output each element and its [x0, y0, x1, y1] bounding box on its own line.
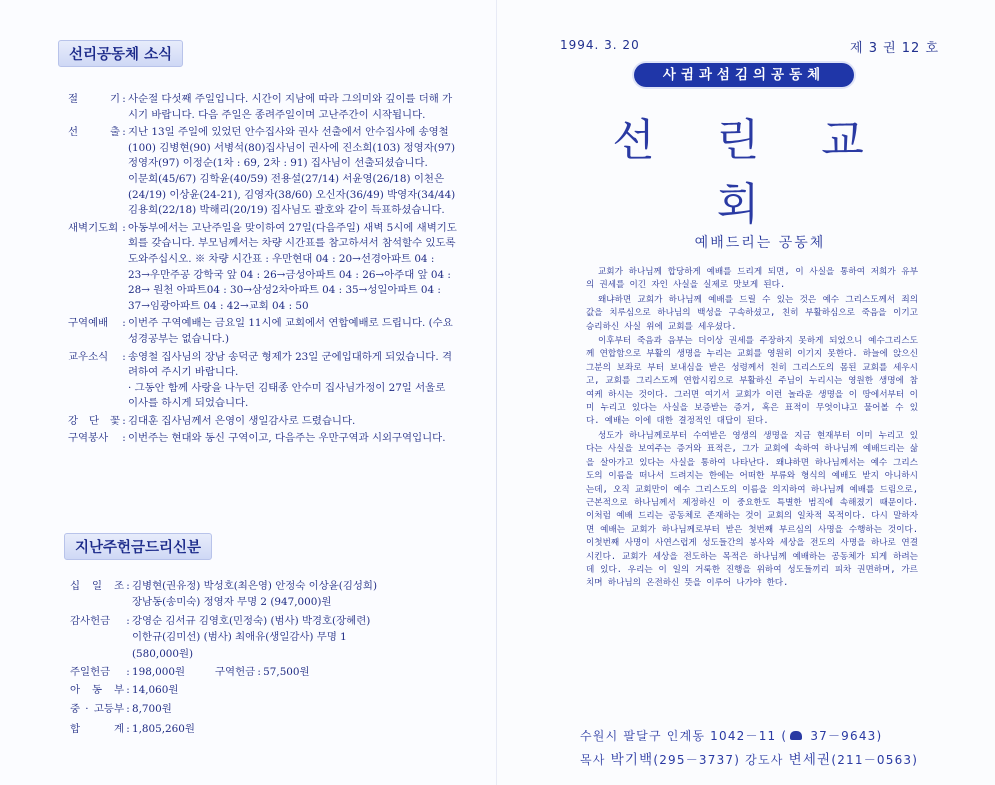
totals-row-youth: 중 · 고등부 : 8,700원	[70, 701, 460, 717]
item-text: 이번주 구역예배는 금요일 11시에 교회에서 연합예배로 드립니다. (수요성경공부는 없습니다.)	[128, 317, 453, 345]
item-label: 새벽기도회	[68, 221, 119, 234]
list-item: 절 기 : 사순절 다섯째 주일입니다. 시간이 지남에 따라 그의미와 깊이를 더해 가시기 바랍니다. 다음 주일은 종려주일이며 고난주간이 시작됩니다.	[68, 92, 458, 123]
item-label: 구역예배	[68, 317, 109, 330]
staff-contacts	[580, 748, 918, 768]
motto-banner: 사귐과섬김의공동체	[634, 63, 854, 87]
list-item: 교우소식 : 송영철 집사님의 장남 송덕군 형제가 23일 군에입대하게 되었습니다. 격려하여 주시기 바랍니다. · 그동안 함께 사랑을 나누던 김태종 안수미 집사님가정이 27일 서울로 이사를 하시게 되었습니다.	[68, 350, 458, 412]
evangelist-name: 변세권	[788, 752, 832, 768]
item-text: 장남동(송미숙) 정영자 무명 2 (947,000)원	[132, 596, 332, 609]
item-label: 선 출	[68, 126, 120, 139]
totals-row-children: 아 동 부 : 14,060원	[70, 682, 460, 698]
article-paragraph: 왜냐하면 교회가 하나님께 예배를 드릴 수 있는 것은 예수 그리스도께서 죄의 값을 치루심으로 하나님의 백성을 구속하셨고, 친히 부활하심으로 죽음을 이기고 승리하신 사실 위에 교회를 세우셨다.	[586, 294, 918, 332]
evangelist-phone: (211－0563)	[831, 753, 919, 767]
article-body	[586, 266, 918, 592]
pastor-name: 박기백	[610, 752, 654, 768]
church-name-title: 선 린 교 회	[612, 115, 888, 230]
district-offering-label: 구역헌금	[215, 666, 256, 679]
evangelist-label: 강도사	[745, 753, 784, 767]
address-text: 수원시 팔달구 인계동 1042－11	[580, 729, 777, 743]
totals-row-sum: 합 계 : 1,805,260원	[70, 721, 460, 737]
youth-offering-label: 중 · 고등부	[70, 702, 124, 715]
item-text: 이문희(45/67) 김학윤(40/59) 전용설(27/14) 서윤영(26/18) 이천은(24/19) 이상윤(24-21), 김영자(38/60) 오신자(36/49) 박영자(34/44) 김용희(22/18) 박해리(20/19) 집사님도 괄호와 같이 득표하셨습니다.	[128, 172, 456, 217]
list-item: 십 일 조 : 김병현(권유정) 박성호(최은영) 안정숙 이상윤(김성희) 장남동(송미숙) 정영자 무명 2 (947,000)원	[70, 578, 460, 611]
news-section-title: 선리공동체 소식	[58, 40, 183, 67]
item-text: 김대훈 집사님께서 은영이 생일감사로 드렸습니다.	[128, 414, 356, 427]
item-text: 사순절 다섯째 주일입니다. 시간이 지남에 따라 그의미와 깊이를 더해 가시기 바랍니다. 다음 주일은 종려주일이며 고난주간이 시작됩니다.	[128, 93, 453, 121]
sunday-offering-value: 198,000원	[132, 666, 186, 679]
children-offering-value: 14,060원	[132, 684, 179, 697]
phone-number: 37－9643	[810, 729, 877, 743]
church-address: 수원시 팔달구 인계동 1042－11 ( 37－9643)	[580, 729, 883, 743]
pastor-phone: (295－3737)	[653, 753, 741, 767]
list-item: 선 출 : 지난 13일 주일에 있었던 안수집사와 권사 선출에서 안수집사에 송영철(100) 김병현(90) 서병석(80)집사님이 권사에 진소희(103) 정영자(97) 정영자(97) 이정순(1차 : 69, 2차 : 91) 집사님이 선출되셨습니다. 이문희(45/67) 김학윤(40/59) 전용설(27/14) 서윤영(26/18) 이천은(24/19) 이상윤(24-21), 김영자(38/60) 오신자(36/49) 박영자(34/44) 김용희(22/18) 박해리(20/19) 집사님도 괄호와 같이 득표하셨습니다.	[68, 125, 458, 219]
item-text: 지난 13일 주일에 있었던 안수집사와 권사 선출에서 안수집사에 송영철(100) 김병현(90) 서병석(80)집사님이 권사에 진소희(103) 정영자(97) 정영자(97) 이정순(1차 : 69, 2차 : 91) 집사님이 선출되셨습니다.	[128, 126, 456, 170]
item-label: 강 단 꽃	[68, 414, 120, 427]
item-text: 김병현(권유정) 박성호(최은영) 안정숙 이상윤(김성희)	[132, 580, 378, 592]
pastor-label: 목사	[580, 753, 606, 767]
offering-list	[70, 578, 460, 740]
district-offering-value: 57,500원	[263, 666, 310, 679]
issue-volume: 제 3 권 12 호	[850, 41, 940, 56]
article-paragraph: 교회가 하나님께 합당하게 예배를 드리게 되면, 이 사실을 통하여 저희가 유부의 권세를 이긴 자인 사실을 실제로 맛보게 된다.	[586, 267, 918, 291]
offering-section-title: 지난주헌금드리신분	[64, 533, 212, 560]
item-text: · 그동안 함께 사랑을 나누던 김태종 안수미 집사님가정이 27일 서울로 이사를 하시게 되었습니다.	[128, 381, 446, 410]
item-text: 이한규(김미선) (범사) 최애유(생일감사) 무명 1	[132, 631, 347, 644]
children-offering-label: 아 동 부	[70, 684, 124, 697]
left-page	[0, 0, 497, 785]
item-text: 강영순 김서규 김영호(민정숙) (범사) 박경호(장혜련)	[132, 614, 371, 627]
sum-label: 합 계	[70, 723, 124, 736]
list-item: 구역예배 : 이번주 구역예배는 금요일 11시에 교회에서 연합예배로 드립니다. (수요성경공부는 없습니다.)	[68, 316, 458, 347]
list-item: 감사헌금 : 강영순 김서규 김영호(민정숙) (범사) 박경호(장혜련) 이한규(김미선) (범사) 최애유(생일감사) 무명 1 (580,000원)	[70, 613, 460, 662]
news-list	[68, 92, 458, 449]
list-item: 구역봉사 : 이번주는 현대와 동신 구역이고, 다음주는 우만구역과 시외구역입니다.	[68, 431, 458, 447]
item-text: 아동부에서는 고난주일을 맞이하여 27일(다음주일) 새벽 5시에 새벽기도회를 갖습니다. 부모님께서는 차량 시간표를 참고하셔서 참석할수 있도록 도와주십시오. ※ 차량 시간표 : 우만현대 04 : 20→선경아파트 04 : 23→우만주공 강학국 앞 04 : 26→금성아파트 04 : 26→아주대 앞 04 : 28→ 원천 아파트04 : 30→삼성2차아파트 04 : 35→성일아파트 04 : 37→임광아파트 04 : 42→교회 04 : 50	[128, 221, 457, 312]
item-text: 송영철 집사님의 장남 송덕군 형제가 23일 군에입대하게 되었습니다. 격려하여 주시기 바랍니다.	[128, 350, 452, 379]
totals-row-sunday: 주일헌금 : 198,000원 구역헌금 : 57,500원	[70, 664, 460, 680]
sum-value: 1,805,260원	[132, 723, 195, 736]
article-paragraph: 성도가 하나님께로부터 수여받은 영생의 생명을 지금 현재부터 이미 누리고 있다는 사실을 보여주는 증거와 표적은, 그가 교회에 속하여 하나님께 예배드리는 삶을 살아가고 있다는 사실을 통하여 나타난다. 왜냐하면 하나님께서는 예수 그리스도의 이름을 떠나서 드려지는 한에는 어떠한 부류와 형식의 예배도 받지 아니하시는데, 오직 교회만이 예수 그리스도의 이름을 의지하여 하나님께 예배를 드림으로, 근본적으로 하나님께서 제정하신 이 중요한도 특별한 범직에 속해졌기 때문이다. 이처럼 예배 드리는 공동체로 존재하는 것이 교회의 일차적 목적이다. 다시 말하자면 예배는 교회가 하나님께로부터 받은 첫번째 부르심의 사명을 수행하는 것이다. 이첫번째 사명이 사연스럽게 성도들간의 봉사와 세상을 전도의 사명을 하나로 연결시킨다. 교회가 세상을 전도하는 목적은 하나님께 예배하는 공동체가 되게 하려는데 있다. 우리는 이 일의 거룩한 진행을 위하여 성도들끼리 피차 권면하며, 가르치며 하나님의 온전하신 뜻을 이루어 나가야 한다.	[586, 430, 918, 589]
list-item: 강 단 꽃 : 김대훈 집사님께서 은영이 생일감사로 드렸습니다.	[68, 414, 458, 430]
issue-date: 1994. 3. 20	[560, 38, 640, 52]
item-text: (580,000원)	[132, 647, 194, 660]
item-text: 이번주는 현대와 동신 구역이고, 다음주는 우만구역과 시외구역입니다.	[128, 432, 446, 445]
item-label: 구역봉사	[68, 432, 109, 445]
article-title: 예배드리는 공동체	[694, 235, 826, 251]
sunday-offering-label: 주일헌금	[70, 666, 111, 679]
item-label: 십 일 조	[70, 580, 124, 592]
item-label: 감사헌금	[70, 614, 111, 627]
article-paragraph: 이후부터 죽음과 음부는 더이상 권세를 주장하지 못하게 되었으니 예수그리스도께 연합함으로 부활의 생명을 누리는 교회를 영원히 이기지 못한다. 하늘에 앉으신 그분의 보좌로 부터 보내심을 받은 성령께서 친히 그리스도의 몸된 교회를 세우시고, 교회를 그리스도께 연합시킴으로 부활하신 주님이 누리시는 영원한 생명에 참여케 하시는 것이다. 그러면 여기서 교회가 이런 놀라운 생명을 이 땅에서부터 이미 누리고 있다는 사실을 보증받는 증거, 혹은 표적이 무엇이냐고 물어볼 수 있다. 예배는 이에 대한 결정적인 대답이 된다.	[586, 336, 918, 427]
list-item: 새벽기도회 : 아동부에서는 고난주일을 맞이하여 27일(다음주일) 새벽 5시에 새벽기도회를 갖습니다. 부모님께서는 차량 시간표를 참고하셔서 참석할수 있도록 도와주십시오. ※ 차량 시간표 : 우만현대 04 : 20→선경아파트 04 : 23→우만주공 강학국 앞 04 : 26→금성아파트 04 : 26→아주대 앞 04 : 28→ 원천 아파트04 : 30→삼성2차아파트 04 : 35→성일아파트 04 : 37→임광아파트 04 : 42→교회 04 : 50	[68, 221, 458, 315]
item-label: 절 기	[68, 93, 120, 105]
telephone-icon	[790, 731, 802, 740]
youth-offering-value: 8,700원	[132, 702, 172, 715]
item-label: 교우소식	[68, 350, 109, 363]
